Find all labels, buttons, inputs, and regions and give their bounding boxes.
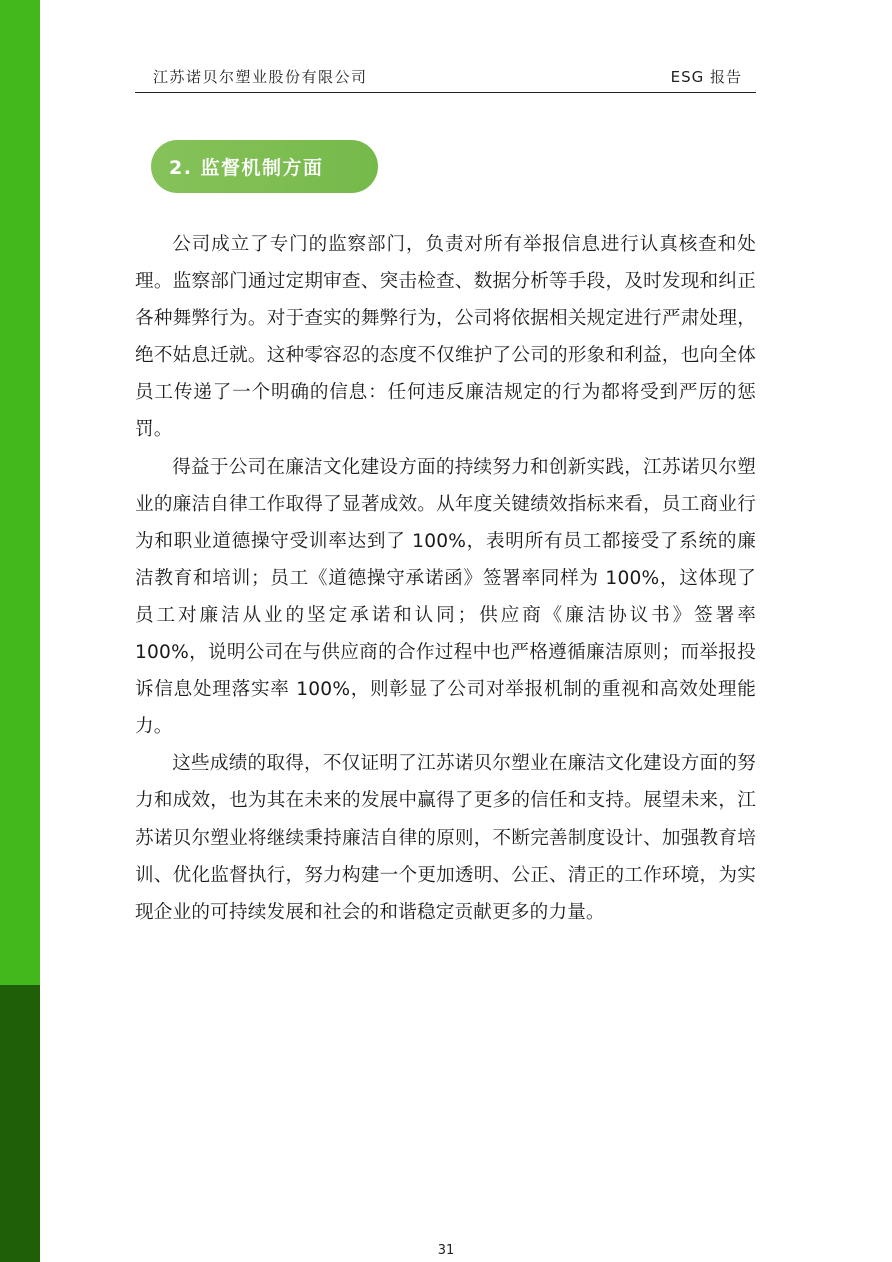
- section-heading-badge: [151, 140, 378, 193]
- side-decoration-bar: [0, 0, 40, 1262]
- paragraph-supervision: 公司成立了专门的监察部门，负责对所有举报信息进行认真核查和处理。监察部门通过定期审查、突击检查、数据分析等手段，及时发现和纠正各种舞弊行为。对于查实的舞弊行为，公司将依据相关规定进行严肃处理，绝不姑息迁就。这种零容忍的态度不仅维护了公司的形象和利益，也向全体员工传递了一个明确的信息：任何违反廉洁规定的行为都将受到严厉的惩罚。: [135, 234, 756, 441]
- header-company-name: 江苏诺贝尔塑业股份有限公司: [153, 68, 368, 86]
- body-text: [135, 226, 756, 931]
- header-report-label: ESG 报告: [670, 68, 742, 86]
- section-title: 2. 监督机制方面: [169, 157, 324, 179]
- side-bar-light-green: [0, 0, 40, 985]
- side-bar-dark-green: [0, 985, 40, 1262]
- paragraph-kpi-results: 得益于公司在廉洁文化建设方面的持续努力和创新实践，江苏诺贝尔塑业的廉洁自律工作取得了显著成效。从年度关键绩效指标来看，员工商业行为和职业道德操守受训率达到了 100%，表明所有员工都接受了系统的廉洁教育和培训；员工《道德操守承诺函》签署率同样为 100%，这体现了员工对廉洁从业的坚定承诺和认同；供应商《廉洁协议书》签署率 100%，说明公司在与供应商的合作过程中也严格遵循廉洁原则；而举报投诉信息处理落实率 100%，则彰显了公司对举报机制的重视和高效处理能力。: [135, 456, 756, 738]
- page-header: [135, 62, 756, 93]
- page-number: 31: [437, 1243, 455, 1258]
- paragraph-outlook: 这些成绩的取得，不仅证明了江苏诺贝尔塑业在廉洁文化建设方面的努力和成效，也为其在未来的发展中赢得了更多的信任和支持。展望未来，江苏诺贝尔塑业将继续秉持廉洁自律的原则，不断完善制度设计、加强教育培训、优化监督执行，努力构建一个更加透明、公正、清正的工作环境，为实现企业的可持续发展和社会的和谐稳定贡献更多的力量。: [135, 753, 756, 923]
